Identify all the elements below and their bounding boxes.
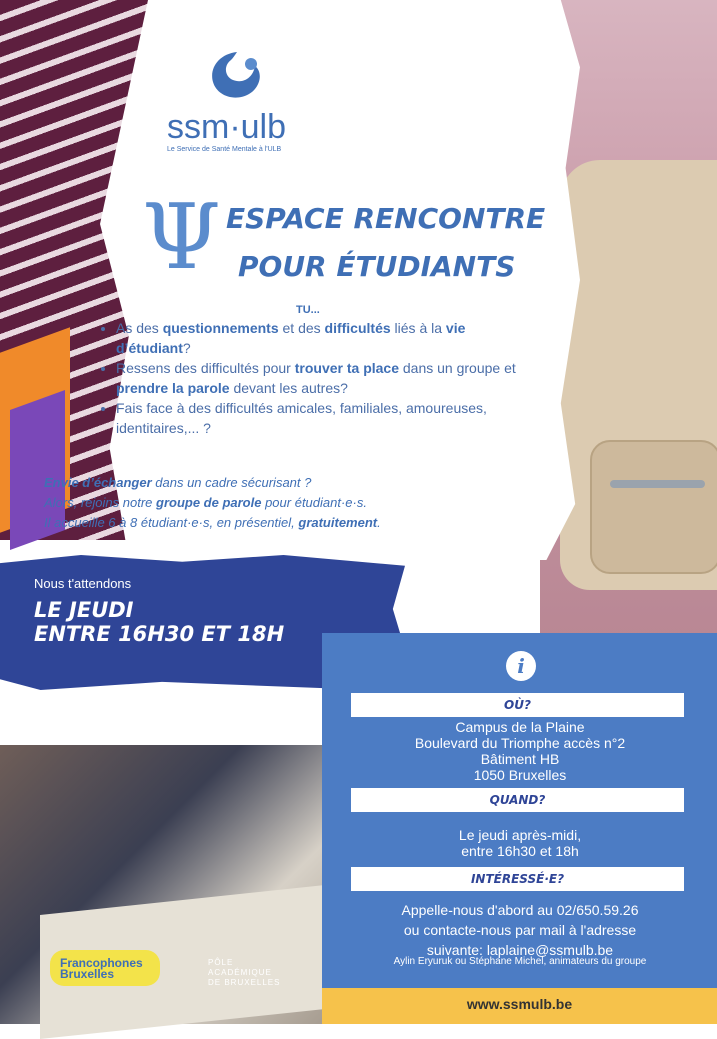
backpack-pocket (590, 440, 717, 574)
logo-subtitle: Le Service de Santé Mentale à l'ULB (167, 146, 282, 153)
schedule-intro: Nous t'attendons (34, 576, 132, 591)
questions-list (96, 318, 536, 438)
tu-label: TU... (296, 304, 320, 316)
interested-label: INTÉRESSÉ·E? (351, 867, 684, 891)
question-item: • Fais face à des difficultés amicales, familiales, amoureuses, identitaires,... ? (116, 398, 536, 438)
schedule-time (34, 598, 284, 646)
website-link[interactable]: www.ssmulb.be (466, 996, 573, 1012)
where-label: OÙ? (351, 693, 684, 717)
schedule-line-1: LE JEUDI (34, 598, 134, 622)
title-line-1: ESPACE RENCONTRE (226, 202, 546, 235)
question-item: • Ressens des difficultés pour trouver ta place dans un groupe et prendre la parole devant les autres? (116, 358, 536, 398)
info-icon: i (506, 651, 536, 681)
invitation-text: Envie d’échanger dans un cadre sécurisant ? Alors, rejoins notre groupe de parole pour étudiant·e·s. Il accueille 6 à 8 étudiant·e·s, en présentiel, gratuitement. (44, 475, 381, 530)
ssm-logo-icon (207, 50, 267, 102)
schedule-line-2: ENTRE 16H30 ET 18H (34, 622, 285, 646)
question-item: • As des questionnements et des difficultés liés à la vie d’étudiant? (116, 318, 536, 358)
where-text: Campus de la Plaine Boulevard du Triomphe accès n°2 Bâtiment HB 1050 Bruxelles (414, 719, 626, 783)
pole-academique-logo: PÔLE ACADÉMIQUE DE BRUXELLES (208, 958, 281, 987)
when-label: QUAND? (351, 788, 684, 812)
francophones-bruxelles-text: Francophones Bruxelles (60, 956, 143, 981)
backpack-zipper (610, 480, 705, 488)
contact-text: Appelle-nous d'abord au 02/650.59.26 ou contacte-nous par mail à l'adresse suivante: laplaine@ssmulb.be (401, 902, 639, 958)
psi-icon: Ψ (142, 185, 221, 290)
logo-wordmark: ssm·ulb (167, 108, 287, 146)
facilitators-credit: Aylin Eryuruk ou Stéphane Michel, animateurs du groupe (393, 956, 647, 967)
when-text: Le jeudi après-midi, entre 16h30 et 18h (458, 827, 582, 859)
title-line-2: POUR ÉTUDIANTS (238, 250, 516, 283)
